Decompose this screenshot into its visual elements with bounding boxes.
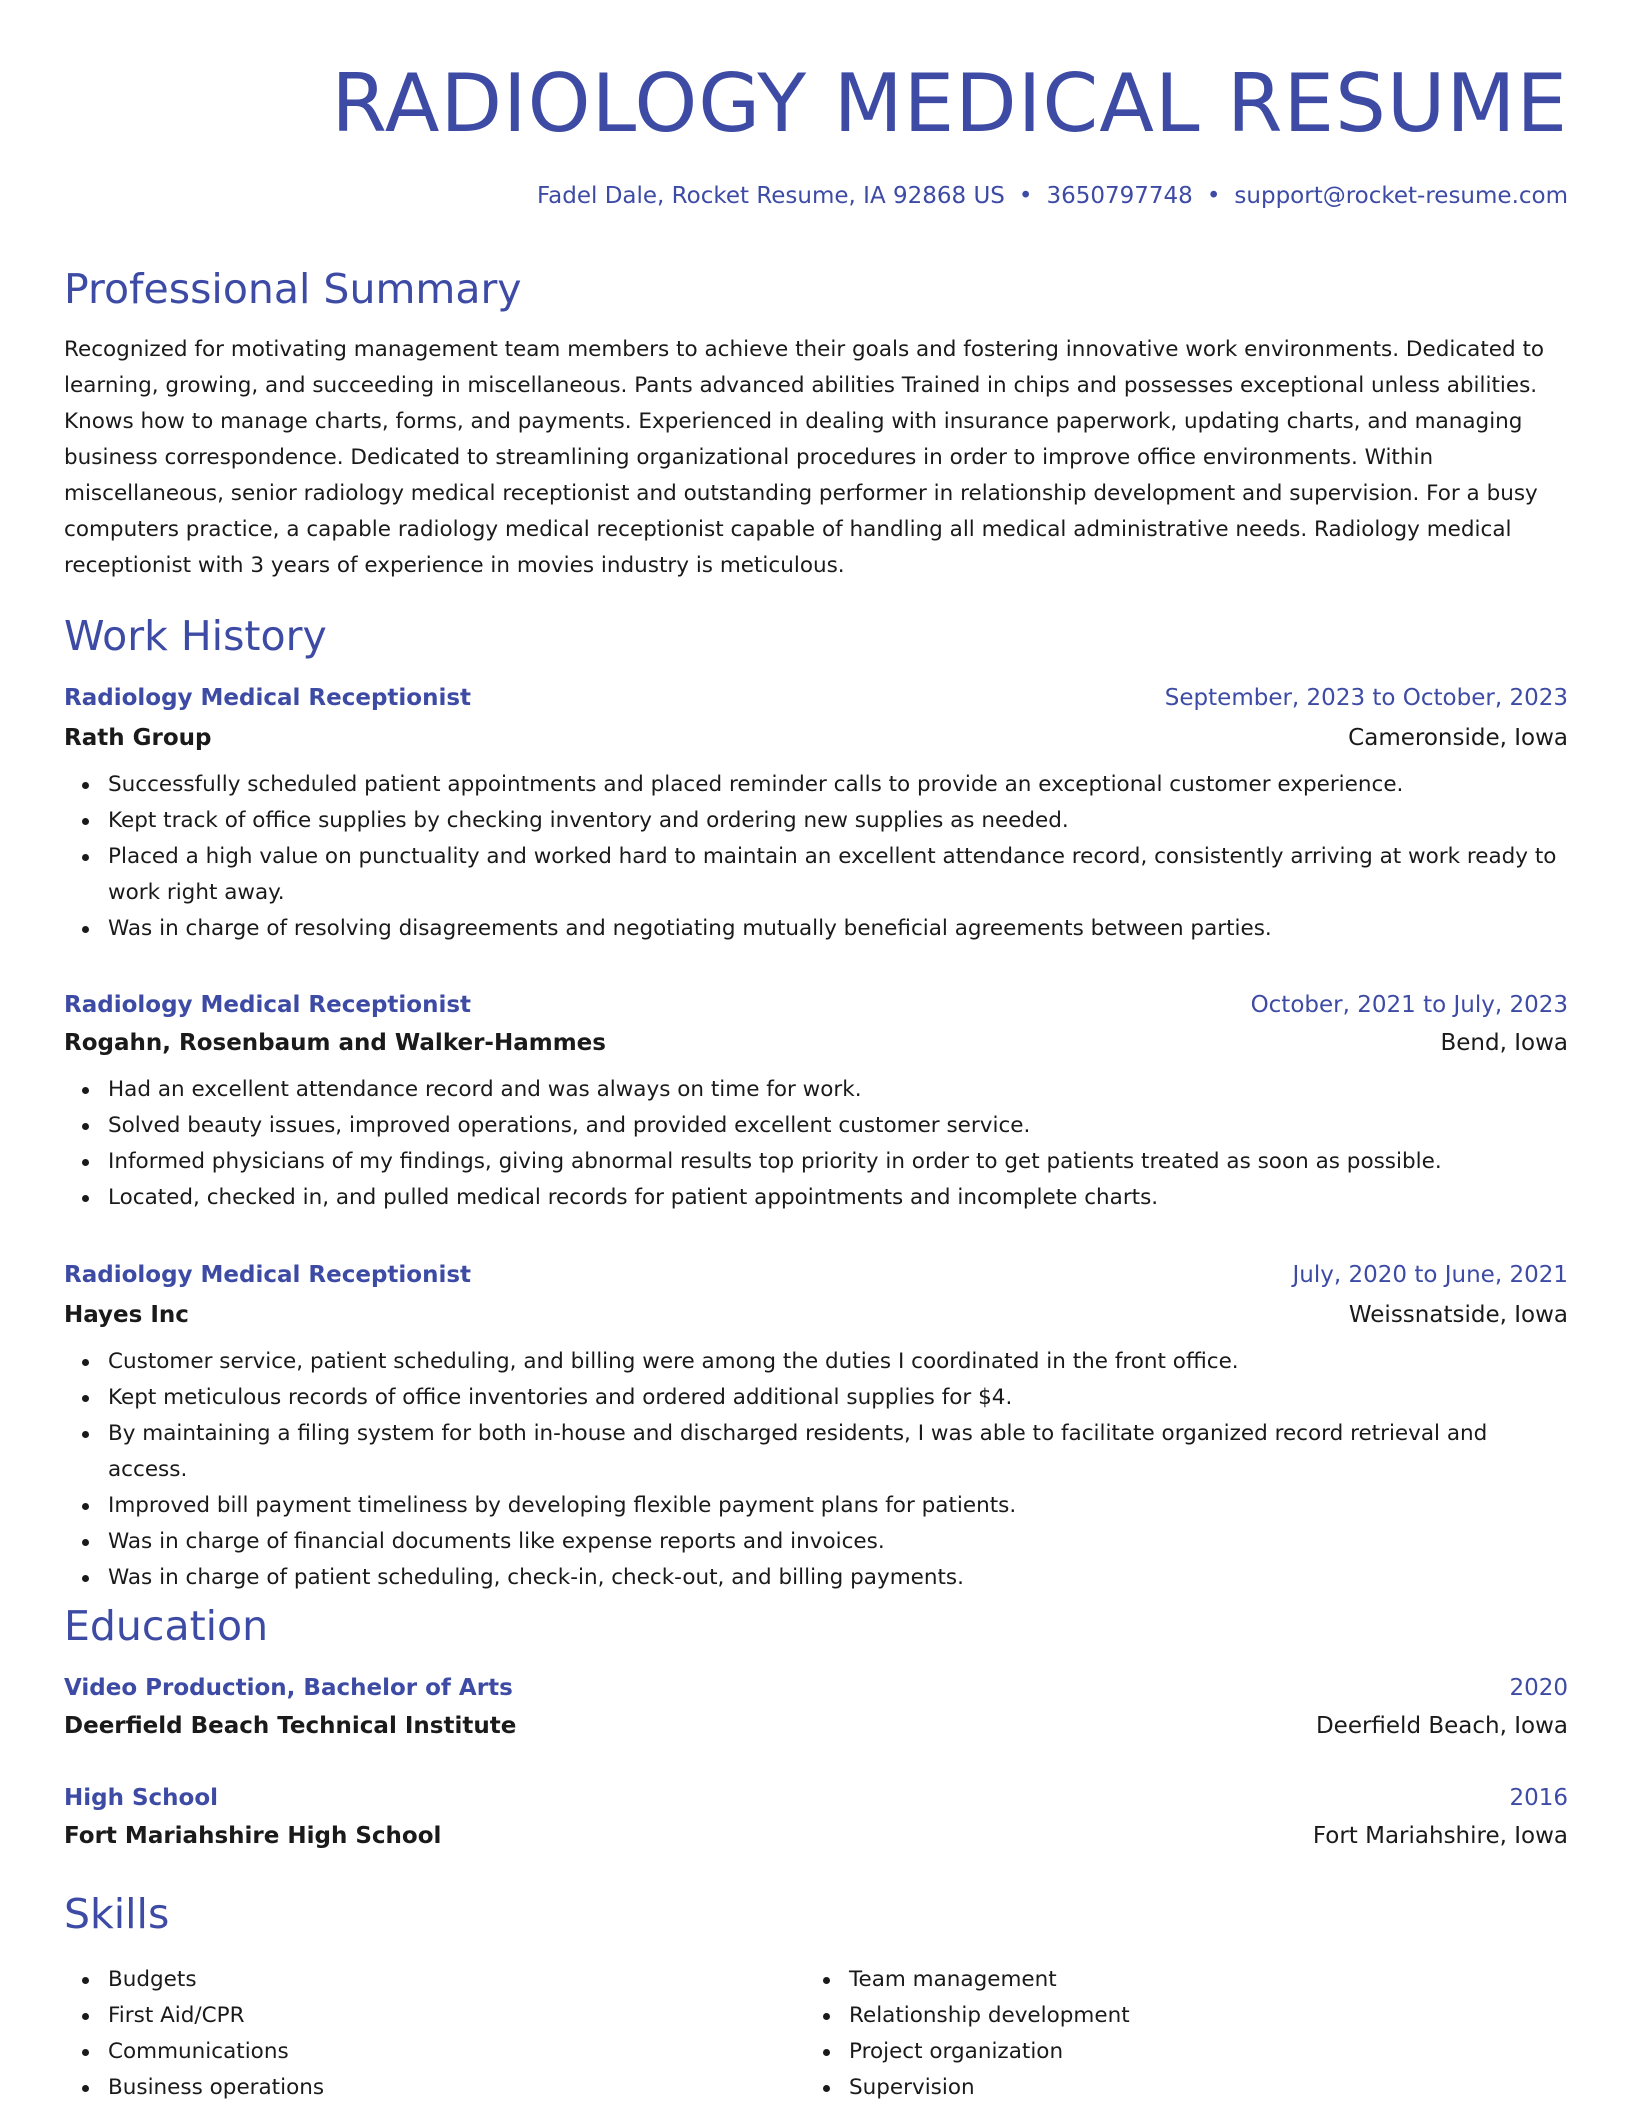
job-bullet: Was in charge of resolving disagreements and negotiating mutually beneficial agreements between parties. <box>64 911 1568 947</box>
job-title: Radiology Medical Receptionist <box>64 992 472 1018</box>
job-dates: October, 2021 to July, 2023 <box>1250 992 1568 1018</box>
job-employer-row <box>64 1028 1568 1058</box>
job-header-row <box>64 1260 1568 1290</box>
job-bullet: Had an excellent attendance record and was always on time for work. <box>64 1072 1568 1108</box>
job-employer: Rogahn, Rosenbaum and Walker-Hammes <box>64 1030 606 1056</box>
summary-heading: Professional Summary <box>64 265 522 313</box>
job-bullet: Was in charge of financial documents like expense reports and invoices. <box>64 1524 1568 1560</box>
job-employer-row <box>64 723 1568 753</box>
job-dates: September, 2023 to October, 2023 <box>1164 685 1568 711</box>
contact-separator: • <box>1018 183 1033 209</box>
job-entry <box>64 990 1568 1216</box>
education-location: Fort Mariahshire, Iowa <box>1312 1823 1568 1849</box>
education-heading: Education <box>64 1602 269 1650</box>
job-bullets <box>64 1344 1568 1596</box>
job-title: Radiology Medical Receptionist <box>64 685 472 711</box>
skill-item: Project organization <box>805 2034 1546 2070</box>
education-header-row <box>64 1783 1568 1813</box>
job-bullet: Customer service, patient scheduling, and billing were among the duties I coordinated in the front office. <box>64 1344 1568 1380</box>
education-degree: Video Production, Bachelor of Arts <box>64 1675 513 1701</box>
education-degree: High School <box>64 1785 219 1811</box>
skill-item: Team management <box>805 1962 1546 1998</box>
education-entry <box>64 1673 1568 1741</box>
education-school: Fort Mariahshire High School <box>64 1823 442 1849</box>
skills-heading: Skills <box>64 1890 170 1938</box>
skills-column-right <box>805 1962 1546 2106</box>
education-year: 2016 <box>1509 1785 1568 1811</box>
education-school-row <box>64 1821 1568 1851</box>
skill-item: Budgets <box>64 1962 805 1998</box>
job-entry <box>64 683 1568 947</box>
job-employer: Rath Group <box>64 725 212 751</box>
summary-text: Recognized for motivating management team members to achieve their goals and fostering innovative work environments. Dedicated to learning, growing, and succeeding in miscellaneous. Pants advanced abilities Trained in chips and possesses exceptional unless abilities. Knows how to manage charts, forms, and payments. Experienced in dealing with insurance paperwork, updating charts, and managing business correspondence. Dedicated to streamlining organizational procedures in order to improve office environments. Within miscellaneous, senior radiology medical receptionist and outstanding performer in relationship development and supervision. For a busy computers practice, a capable radiology medical receptionist capable of handling all medical administrative needs. Radiology medical receptionist with 3 years of experience in movies industry is meticulous. <box>64 337 1545 578</box>
job-bullet: Informed physicians of my findings, giving abnormal results top priority in order to get patients treated as soon as possible. <box>64 1144 1568 1180</box>
contact-separator: • <box>1206 183 1221 209</box>
resume-title: RADIOLOGY MEDICAL RESUME <box>331 57 1568 150</box>
job-bullets <box>64 767 1568 947</box>
job-title: Radiology Medical Receptionist <box>64 1262 472 1288</box>
education-year: 2020 <box>1509 1675 1568 1701</box>
job-bullet: By maintaining a filing system for both in-house and discharged residents, I was able to facilitate organized record retrieval and access. <box>64 1416 1568 1488</box>
job-entry <box>64 1260 1568 1596</box>
job-location: Weissnatside, Iowa <box>1348 1302 1568 1328</box>
education-header-row <box>64 1673 1568 1703</box>
skill-item: Business operations <box>64 2070 805 2106</box>
job-bullet: Successfully scheduled patient appointments and placed reminder calls to provide an exceptional customer experience. <box>64 767 1568 803</box>
skill-item: Supervision <box>805 2070 1546 2106</box>
skills-column-left <box>64 1962 805 2106</box>
job-header-row <box>64 683 1568 713</box>
job-bullets <box>64 1072 1568 1216</box>
job-bullet: Placed a high value on punctuality and worked hard to maintain an excellent attendance record, consistently arriving at work ready to work right away. <box>64 839 1568 911</box>
job-employer: Hayes Inc <box>64 1302 189 1328</box>
skill-item: First Aid/CPR <box>64 1998 805 2034</box>
skill-item: Relationship development <box>805 1998 1546 2034</box>
work-history-heading: Work History <box>64 612 327 660</box>
job-employer-row <box>64 1300 1568 1330</box>
job-header-row <box>64 990 1568 1020</box>
education-school: Deerfield Beach Technical Institute <box>64 1713 517 1739</box>
job-bullet: Solved beauty issues, improved operations, and provided excellent customer service. <box>64 1108 1568 1144</box>
skills-list <box>64 1962 1568 2106</box>
job-bullet: Kept meticulous records of office inventories and ordered additional supplies for $4. <box>64 1380 1568 1416</box>
education-entry <box>64 1783 1568 1851</box>
job-location: Cameronside, Iowa <box>1348 725 1568 751</box>
contact-line <box>537 181 1568 211</box>
job-bullet: Located, checked in, and pulled medical records for patient appointments and incomplete charts. <box>64 1180 1568 1216</box>
job-bullet: Kept track of office supplies by checking inventory and ordering new supplies as needed. <box>64 803 1568 839</box>
job-location: Bend, Iowa <box>1440 1030 1568 1056</box>
education-school-row <box>64 1711 1568 1741</box>
education-location: Deerfield Beach, Iowa <box>1315 1713 1568 1739</box>
contact-phone: 3650797748 <box>1046 183 1193 209</box>
job-dates: July, 2020 to June, 2021 <box>1292 1262 1568 1288</box>
skill-item: Communications <box>64 2034 805 2070</box>
job-bullet: Was in charge of patient scheduling, check-in, check-out, and billing payments. <box>64 1560 1568 1596</box>
job-bullet: Improved bill payment timeliness by developing flexible payment plans for patients. <box>64 1488 1568 1524</box>
contact-address: Fadel Dale, Rocket Resume, IA 92868 US <box>537 183 1005 209</box>
contact-email: support@rocket-resume.com <box>1234 183 1568 209</box>
